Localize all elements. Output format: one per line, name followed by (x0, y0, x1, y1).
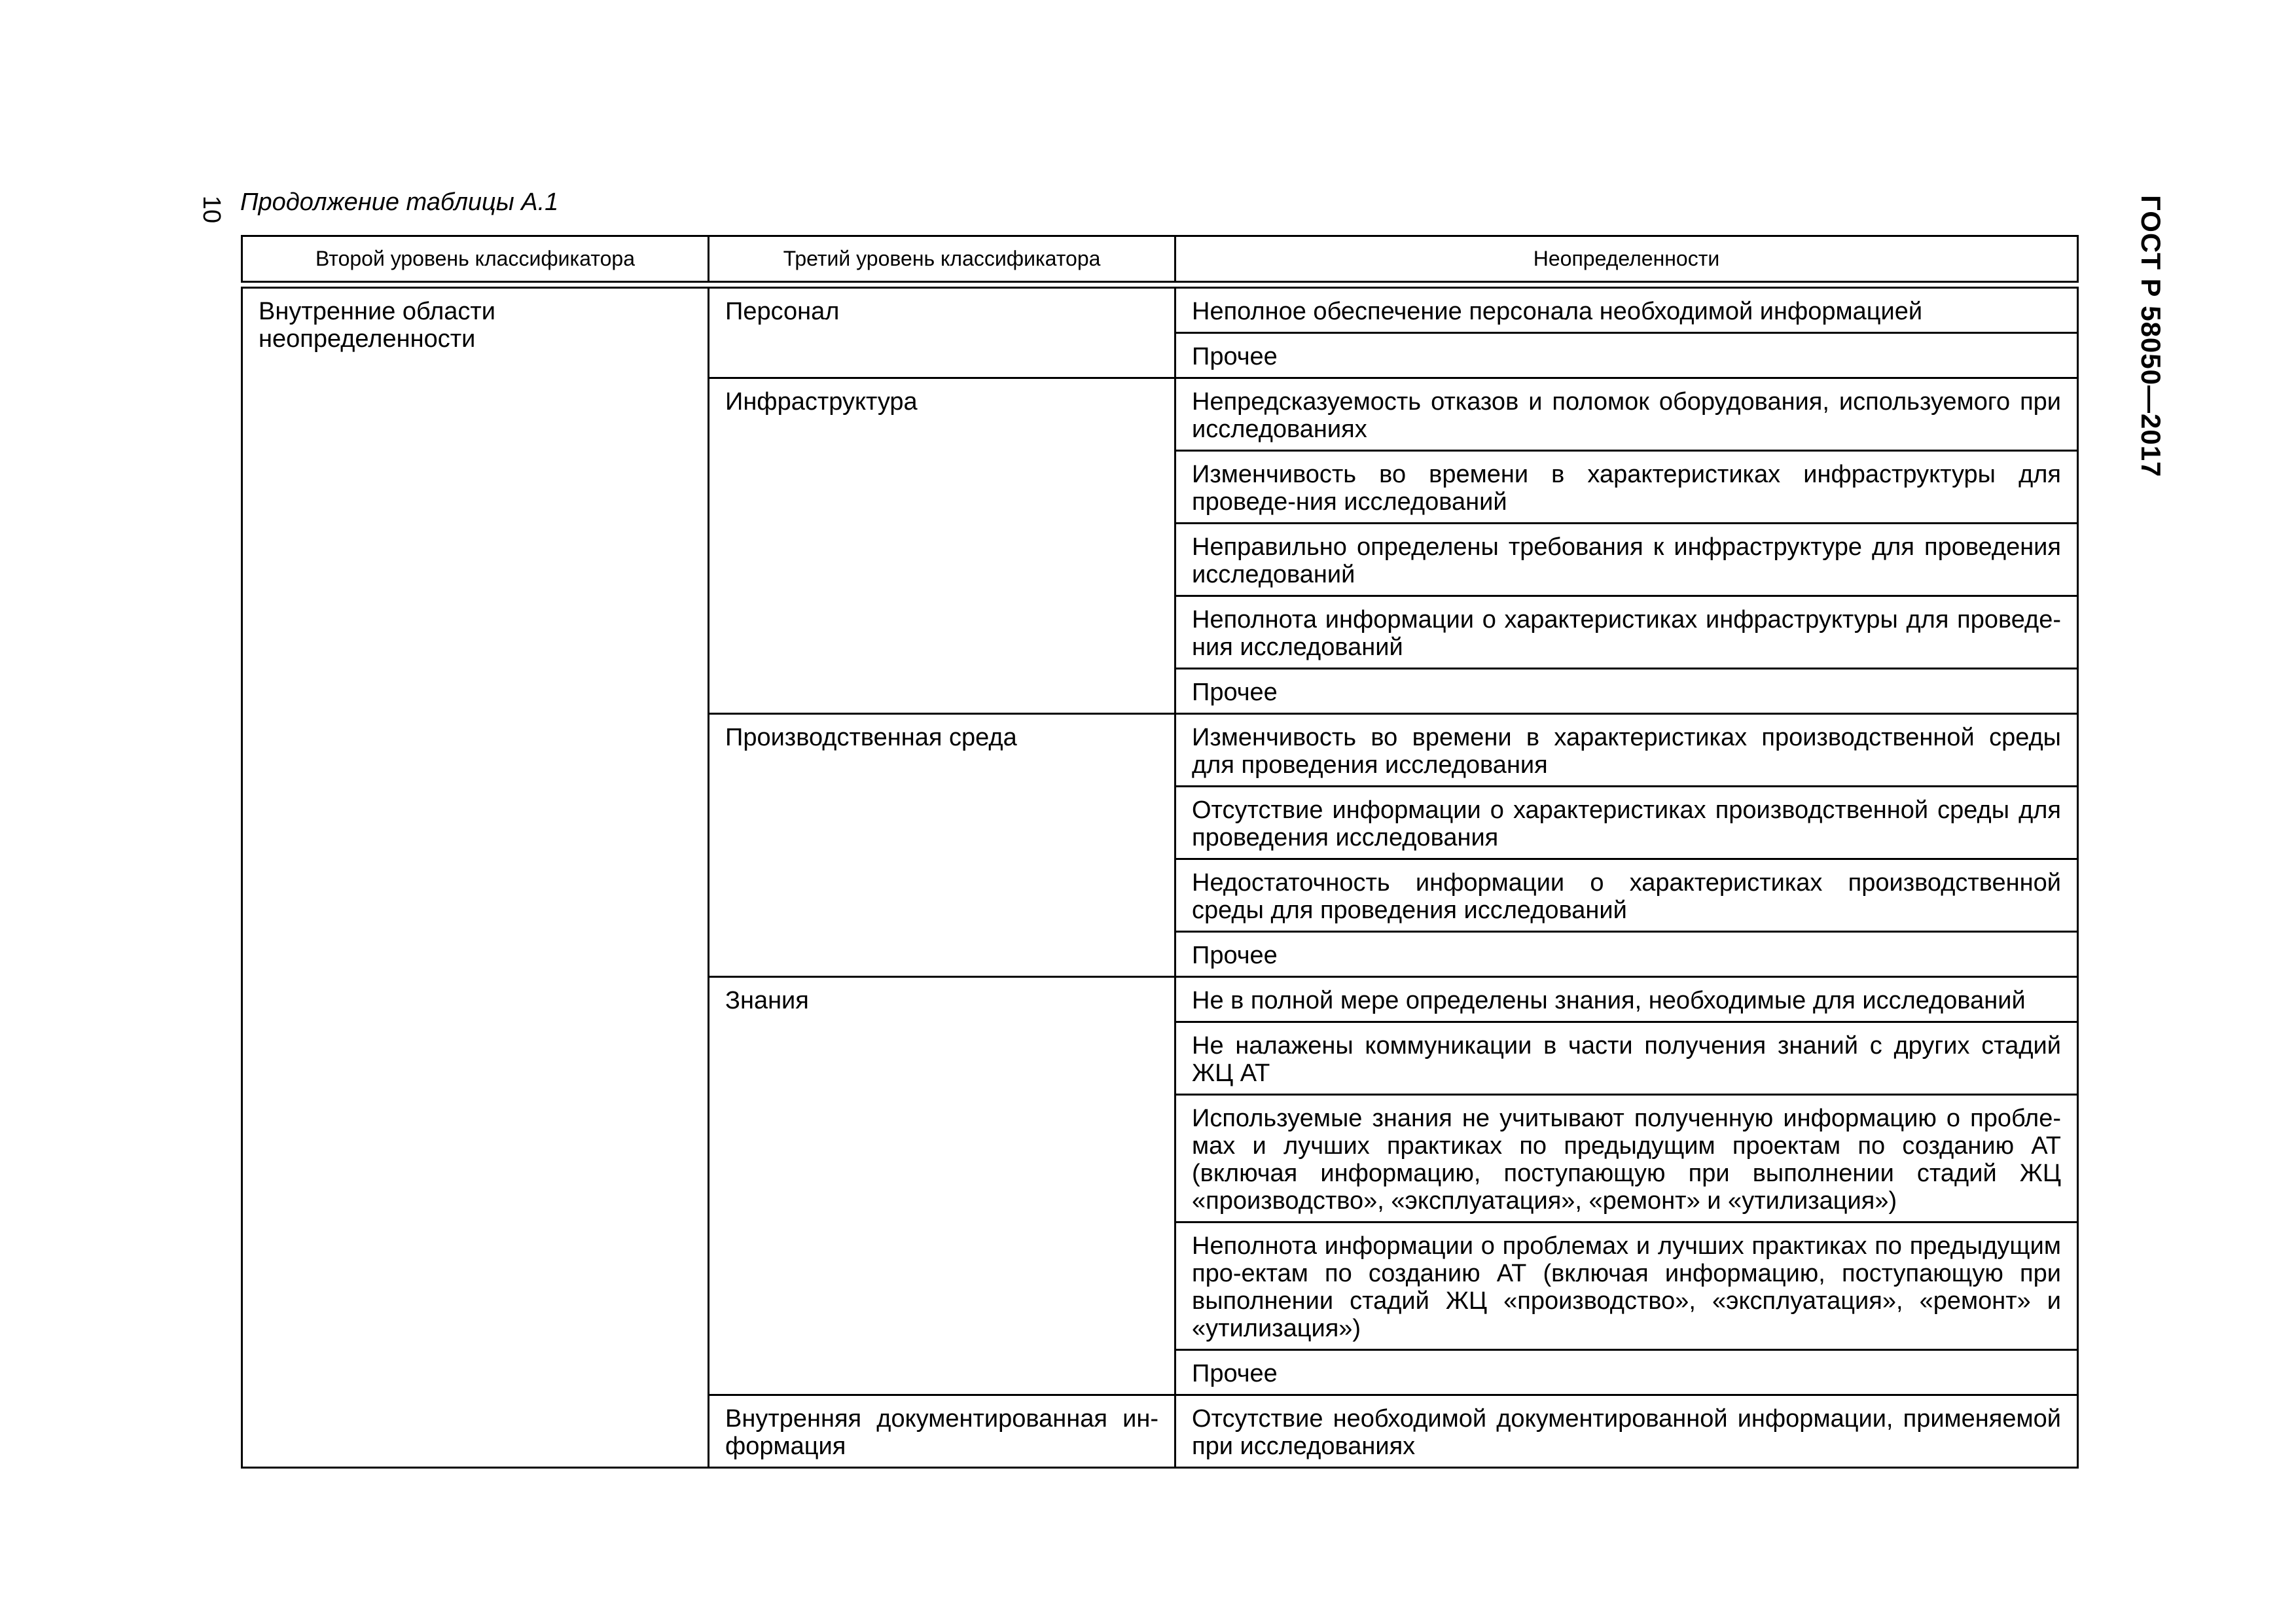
third-level-cell (709, 288, 1175, 378)
third-level-value: Инфраструктура (725, 388, 918, 416)
table-continuation-title: Продолжение таблицы А.1 (240, 188, 559, 216)
third-level-value: Производственная среда (725, 724, 1017, 751)
third-level-cell (709, 1395, 1175, 1468)
document-id: ГОСТ Р 58050—2017 (2136, 195, 2166, 478)
table-row (242, 288, 2078, 333)
uncertainty-cell: Недостаточность информации о характеристиках производственной среды для проведения исследований (1175, 859, 2078, 932)
uncertainty-cell: Непредсказуемость отказов и поломок оборудования, используемого при исследованиях (1175, 378, 2078, 451)
uncertainty-cell: Отсутствие информации о характеристиках производственной среды для проведения исследования (1175, 787, 2078, 859)
uncertainty-cell: Прочее (1175, 1350, 2078, 1395)
uncertainty-cell: Используемые знания не учитывают полученную информацию о пробле-мах и лучших практиках по предыдущим проектам по созданию АТ (включая информацию, поступающую при выполнении стадий ЖЦ «производство», «эксплуатация», «ремонт» и «утилизация») (1175, 1095, 2078, 1222)
second-level-cell (242, 288, 709, 1468)
table-header-row (242, 236, 2078, 282)
second-level-value: Внутренние области неопределенности (259, 298, 496, 353)
third-level-cell (709, 977, 1175, 1395)
third-level-cell (709, 378, 1175, 714)
third-level-value: Персонал (725, 298, 840, 325)
uncertainty-cell: Прочее (1175, 333, 2078, 378)
uncertainty-cell: Прочее (1175, 669, 2078, 714)
uncertainty-cell: Неправильно определены требования к инфраструктуре для проведения исследований (1175, 524, 2078, 596)
header-second-level: Второй уровень классификатора (242, 236, 709, 282)
uncertainty-cell: Изменчивость во времени в характеристиках производственной среды для проведения исследования (1175, 714, 2078, 787)
third-level-value: Знания (725, 987, 809, 1014)
uncertainty-cell: Изменчивость во времени в характеристиках инфраструктуры для проведе-ния исследований (1175, 451, 2078, 524)
uncertainty-cell: Не в полной мере определены знания, необходимые для исследований (1175, 977, 2078, 1022)
page-number: 10 (198, 195, 225, 224)
uncertainty-cell: Неполнота информации о характеристиках инфраструктуры для проведе-ния исследований (1175, 596, 2078, 669)
third-level-cell (709, 714, 1175, 977)
uncertainty-cell: Неполное обеспечение персонала необходимой информацией (1175, 288, 2078, 333)
uncertainty-cell: Отсутствие необходимой документированной информации, применяемой при исследованиях (1175, 1395, 2078, 1468)
classifier-table (241, 235, 2079, 1469)
header-uncertainties: Неопределенности (1175, 236, 2078, 282)
uncertainty-cell: Прочее (1175, 932, 2078, 977)
header-third-level: Третий уровень классификатора (709, 236, 1175, 282)
third-level-value: Внутренняя документированная ин-формация (725, 1405, 1158, 1460)
uncertainty-cell: Не налажены коммуникации в части получения знаний с других стадий ЖЦ АТ (1175, 1022, 2078, 1095)
uncertainty-cell: Неполнота информации о проблемах и лучших практиках по предыдущим про-ектам по созданию АТ (включая информацию, поступающую при выполнении стадий ЖЦ «производство», «эксплуатация», «ремонт» и «утилизация») (1175, 1222, 2078, 1350)
